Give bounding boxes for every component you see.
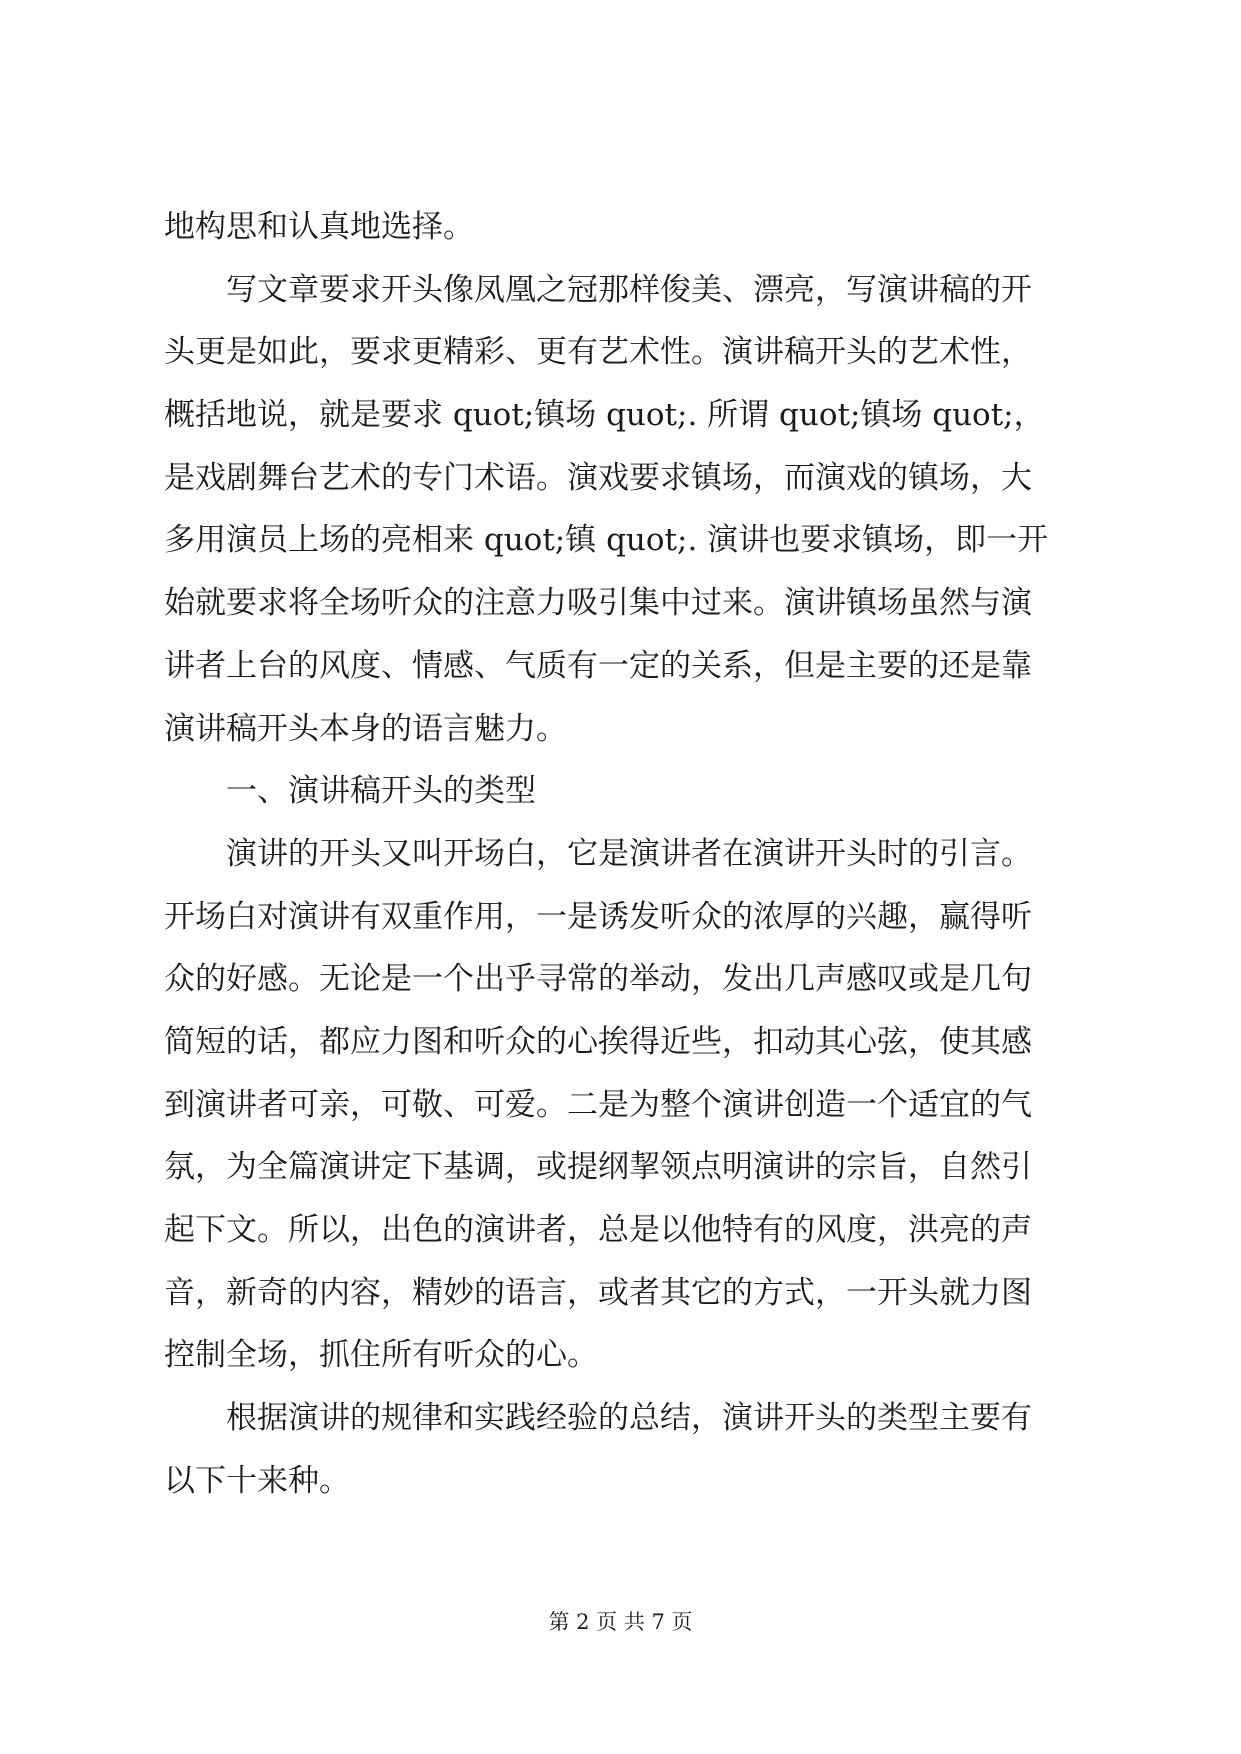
text-line: 头更是如此，要求更精彩、更有艺术性。演讲稿开头的艺术性，	[164, 334, 1032, 371]
text-line: 众的好感。无论是一个出乎寻常的举动，发出几声感叹或是几句	[164, 961, 1032, 998]
text-line: 起下文。所以，出色的演讲者，总是以他特有的风度，洪亮的声	[164, 1212, 1032, 1248]
text-line: 讲者上台的风度、情感、气质有一定的关系，但是主要的还是靠	[164, 647, 1032, 684]
section-heading: 一、演讲稿开头的类型	[164, 773, 536, 810]
page-number-footer: 第 2 页 共 7 页	[548, 1610, 693, 1634]
text-line: 到演讲者可亲，可敬、可爱。二是为整个演讲创造一个适宜的气	[164, 1086, 1032, 1123]
text-line: 演讲的开头又叫开场白，它是演讲者在演讲开头时的引言。	[164, 835, 1032, 872]
text-line: 氛，为全篇演讲定下基调，或提纲挈领点明演讲的宗旨，自然引	[164, 1149, 1032, 1186]
text-line: 开场白对演讲有双重作用，一是诱发听众的浓厚的兴趣，赢得听	[164, 898, 1032, 935]
text-line: 始就要求将全场听众的注意力吸引集中过来。演讲镇场虽然与演	[164, 585, 1032, 622]
text-line: 以下十来种。	[164, 1462, 350, 1499]
text-line: 概括地说，就是要求 quot;镇场 quot;. 所谓 quot;镇场 quot;，	[164, 397, 1045, 434]
text-line: 控制全场，抓住所有听众的心。	[164, 1337, 598, 1374]
text-line: 演讲稿开头本身的语言魅力。	[164, 710, 567, 747]
text-line: 写文章要求开头像凤凰之冠那样俊美、漂亮，写演讲稿的开	[164, 271, 1032, 308]
body-text	[164, 196, 1084, 1512]
text-line: 音，新奇的内容，精妙的语言，或者其它的方式，一开头就力图	[164, 1274, 1032, 1311]
text-line: 是戏剧舞台艺术的专门术语。演戏要求镇场，而演戏的镇场，大	[164, 459, 1032, 496]
text-line: 多用演员上场的亮相来 quot;镇 quot;. 演讲也要求镇场，即一开	[164, 522, 1049, 559]
text-line: 简短的话，都应力图和听众的心挨得近些，扣动其心弦，使其感	[164, 1023, 1032, 1060]
text-line: 根据演讲的规律和实践经验的总结，演讲开头的类型主要有	[164, 1400, 1032, 1437]
text-line: 地构思和认真地选择。	[164, 209, 474, 245]
